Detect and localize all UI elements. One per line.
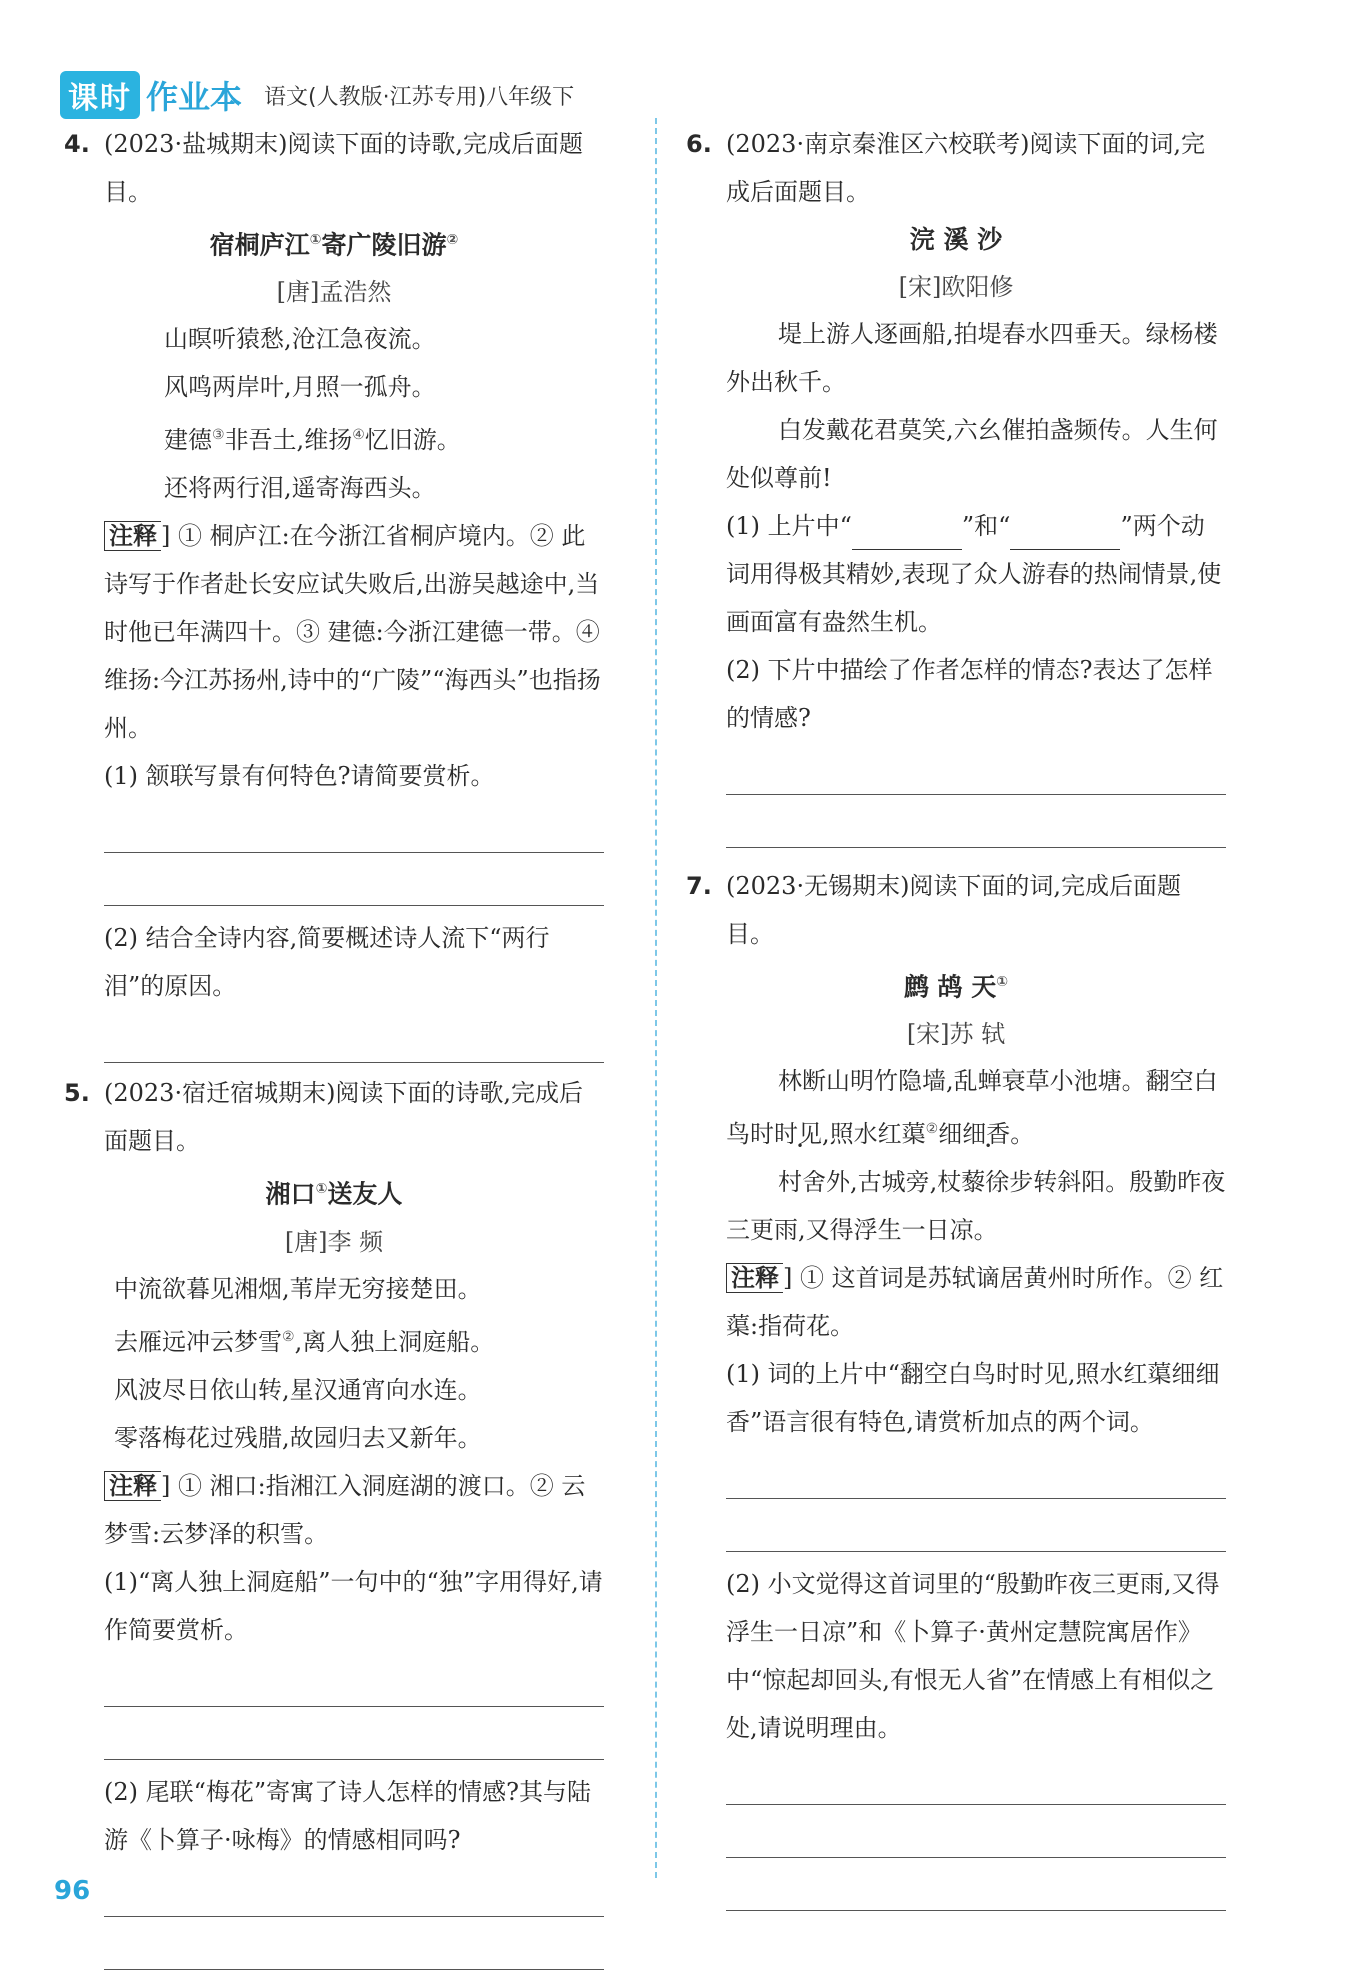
answer-line[interactable] (104, 1654, 604, 1707)
logo (60, 71, 242, 119)
poem-author: [唐]孟浩然 (276, 278, 392, 307)
fill-blank[interactable] (852, 523, 962, 550)
sub-question-1: (1) 颔联写景有何特色?请简要赏析。 (104, 762, 495, 791)
answer-line[interactable] (104, 1010, 604, 1063)
left-column (64, 120, 604, 1970)
sub-question-2: (2) 小文觉得这首词里的“殷勤昨夜三更雨,又得浮生一日凉”和《卜算子·黄州定慧院寓居作》中“惊起却回头,有恨无人省”在情感上有相似之处,请说明理由。 (726, 1570, 1220, 1743)
sub-question-1: (1) 上片中“ ”和“ ”两个动词用得极其精妙,表现了众人游春的热闹情景,使画面富有盎然生机。 (726, 512, 1222, 636)
answer-line[interactable] (104, 1707, 604, 1760)
question-number: 7. (686, 872, 712, 900)
column-divider (655, 118, 657, 1878)
poem-title: 浣 溪 沙 (909, 225, 1003, 254)
question-stem: (2023·盐城期末)阅读下面的诗歌,完成后面题目。 (104, 130, 584, 206)
poem-stanza: 堤上游人逐画船,拍堤春水四垂天。绿杨楼外出秋千。 (726, 320, 1218, 396)
answer-line[interactable] (104, 853, 604, 906)
poem-stanza: 林断山明竹隐墙,乱蝉衰草小池塘。翻空白鸟时时见,照水红蕖②细细香。 (726, 1067, 1218, 1149)
poem-line: 风波尽日依山转,星汉通宵向水连。 (114, 1375, 482, 1404)
annotation: 注释 ] ① 这首词是苏轼谪居黄州时所作。② 红蕖:指荷花。 (726, 1264, 1224, 1341)
answer-line[interactable] (726, 1499, 1226, 1552)
poem-stanza: 白发戴花君莫笑,六幺催拍盏频传。人生何处似尊前! (726, 416, 1218, 492)
page-header (60, 70, 574, 120)
poem-line: 去雁远冲云梦雪②,离人独上洞庭船。 (114, 1327, 495, 1356)
answer-line[interactable] (104, 800, 604, 853)
poem-line: 中流欲暮见湘烟,苇岸无穷接楚田。 (114, 1274, 482, 1303)
annotation-tag: 注释 (104, 1471, 161, 1501)
logo-ke: 课时 (60, 71, 140, 119)
sub-question-1: (1)“离人独上洞庭船”一句中的“独”字用得好,请作简要赏析。 (104, 1567, 603, 1644)
poem-line: 零落梅花过残腊,故园归去又新年。 (114, 1423, 482, 1452)
sub-question-1: (1) 词的上片中“翻空白鸟时时见,照水红蕖细细香”语言很有特色,请赏析加点的两个词。 (726, 1360, 1220, 1437)
question-number: 4. (64, 130, 90, 158)
question-number: 6. (686, 130, 712, 158)
sub-question-2: (2) 尾联“梅花”寄寓了诗人怎样的情感?其与陆游《卜算子·咏梅》的情感相同吗? (104, 1777, 592, 1854)
annotation-tag: 注释 (726, 1263, 783, 1293)
header-subtitle: 语文(人教版·江苏专用)八年级下 (264, 84, 575, 110)
question-7 (686, 862, 1226, 1911)
answer-line[interactable] (726, 742, 1226, 795)
poem-author: [宋]苏 轼 (906, 1020, 1006, 1049)
right-column (686, 120, 1226, 1911)
question-stem: (2023·南京秦淮区六校联考)阅读下面的词,完成后面题目。 (726, 130, 1206, 206)
poem-title: 鹧 鸪 天① (903, 972, 1009, 1002)
poem-author: [宋]欧阳修 (898, 273, 1014, 301)
fill-blank[interactable] (1010, 523, 1120, 550)
logo-zuoyeben: 作业本 (146, 78, 243, 116)
sub-question-2: (2) 结合全诗内容,简要概述诗人流下“两行泪”的原因。 (104, 924, 550, 1001)
emphasized-word: 细细 (938, 1120, 987, 1149)
question-6 (686, 120, 1226, 848)
question-5 (64, 1069, 604, 1969)
answer-line[interactable] (726, 1752, 1226, 1805)
poem-title: 宿桐庐江①寄广陵旧游② (209, 230, 459, 260)
answer-line[interactable] (726, 1446, 1226, 1499)
emphasized-word: 时时 (750, 1120, 798, 1149)
poem-line: 还将两行泪,遥寄海西头。 (164, 474, 436, 503)
annotation: 注释 ] ① 湘口:指湘江入洞庭湖的渡口。② 云梦雪:云梦泽的积雪。 (104, 1471, 586, 1548)
annotation: 注释 ] ① 桐庐江:在今浙江省桐庐境内。② 此诗写于作者赴长安应试失败后,出游吴越途中,当时他已年满四十。③ 建德:今浙江建德一带。④ 维扬:今江苏扬州,诗中的“广陵”“海西头”也指扬州。 (104, 522, 601, 743)
poem-line: 风鸣两岸叶,月照一孤舟。 (164, 373, 436, 402)
answer-line[interactable] (726, 1858, 1226, 1911)
poem-line: 山暝听猿愁,沧江急夜流。 (164, 325, 436, 354)
poem-line: 建德③非吾土,维扬④忆旧游。 (164, 426, 461, 455)
poem-title: 湘口①送友人 (265, 1179, 403, 1209)
answer-line[interactable] (726, 795, 1226, 848)
answer-line[interactable] (726, 1805, 1226, 1858)
poem-stanza: 村舍外,古城旁,杖藜徐步转斜阳。殷勤昨夜三更雨,又得浮生一日凉。 (726, 1168, 1226, 1245)
sub-question-2: (2) 下片中描绘了作者怎样的情态?表达了怎样的情感? (726, 656, 1213, 732)
page-number: 96 (54, 1876, 91, 1906)
question-stem: (2023·无锡期末)阅读下面的词,完成后面题目。 (726, 872, 1182, 948)
annotation-tag: 注释 (104, 521, 161, 551)
poem-author: [唐]李 频 (284, 1227, 384, 1256)
question-number: 5. (64, 1079, 90, 1108)
question-4 (64, 120, 604, 1063)
answer-line[interactable] (104, 1917, 604, 1970)
answer-line[interactable] (104, 1864, 604, 1917)
question-stem: (2023·宿迁宿城期末)阅读下面的诗歌,完成后面题目。 (104, 1079, 584, 1156)
